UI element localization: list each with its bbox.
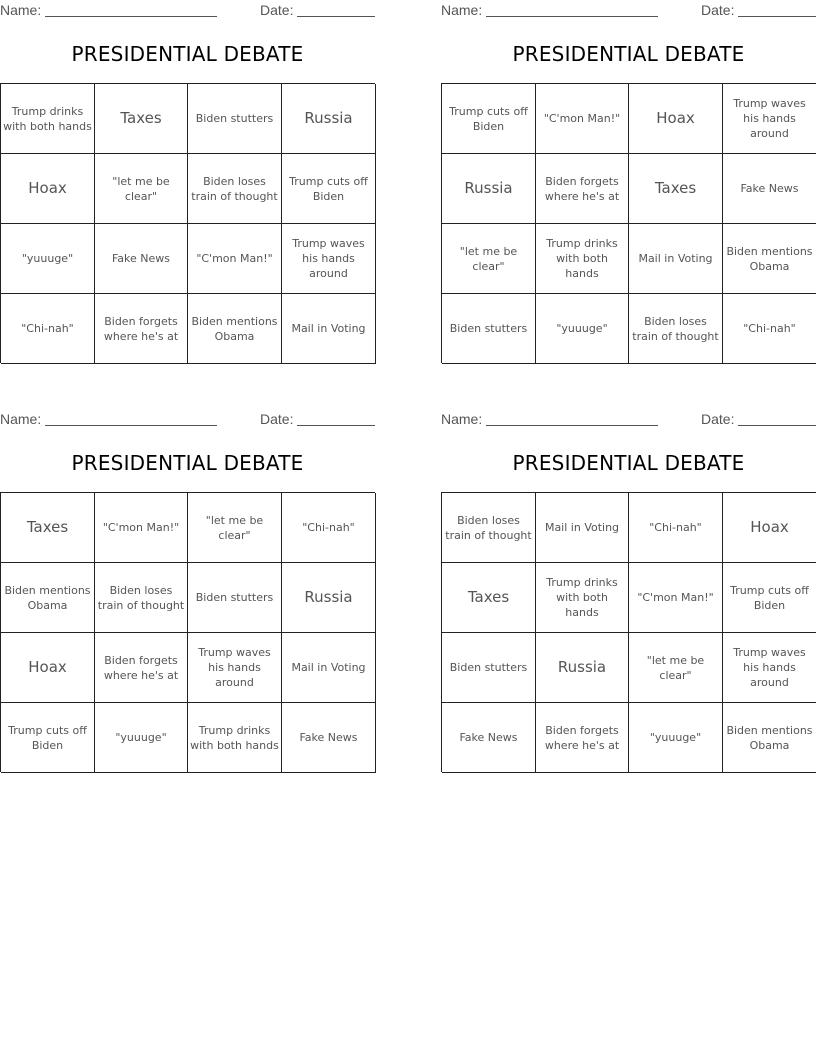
date-label: Date: [260, 2, 294, 18]
bingo-cell: Trump drinks with both hands [188, 703, 282, 773]
bingo-cell: "yuuuge" [95, 703, 188, 773]
bingo-grid [0, 83, 375, 363]
name-date-row [0, 0, 375, 22]
bingo-cell: "let me be clear" [442, 224, 536, 294]
bingo-cell: Fake News [95, 224, 188, 294]
date-label: Date: [701, 2, 735, 18]
bingo-cell: Russia [282, 563, 376, 633]
bingo-cell: Taxes [442, 563, 536, 633]
bingo-cell: Fake News [723, 154, 816, 224]
name-date-row [441, 0, 816, 22]
bingo-cell: "let me be clear" [629, 633, 723, 703]
bingo-cell: Mail in Voting [282, 633, 376, 703]
bingo-cell: Russia [282, 84, 376, 154]
date-blank-line [738, 16, 816, 17]
bingo-cell: "Chi-nah" [282, 493, 376, 563]
bingo-cell: Biden mentions Obama [188, 294, 282, 364]
bingo-cell: "C'mon Man!" [629, 563, 723, 633]
bingo-cell: Taxes [95, 84, 188, 154]
bingo-cell: Biden stutters [188, 84, 282, 154]
bingo-cell: Biden loses train of thought [95, 563, 188, 633]
bingo-cell: Biden loses train of thought [442, 493, 536, 563]
bingo-card [0, 409, 375, 774]
bingo-card [0, 0, 375, 365]
bingo-cell: Taxes [1, 493, 95, 563]
card-title: PRESIDENTIAL DEBATE [71, 451, 304, 475]
bingo-cell: Mail in Voting [536, 493, 629, 563]
bingo-cell: Biden forgets where he's at [95, 633, 188, 703]
bingo-cell: "C'mon Man!" [536, 84, 629, 154]
name-label: Name: [0, 2, 42, 18]
bingo-cell: Hoax [629, 84, 723, 154]
bingo-cell: Biden loses train of thought [188, 154, 282, 224]
bingo-cell: Trump drinks with both hands [1, 84, 95, 154]
bingo-cell: Biden mentions Obama [1, 563, 95, 633]
card-title: PRESIDENTIAL DEBATE [512, 451, 745, 475]
bingo-cell: Biden mentions Obama [723, 703, 816, 773]
bingo-cell: Mail in Voting [629, 224, 723, 294]
bingo-cell: Trump cuts off Biden [1, 703, 95, 773]
bingo-cell: "Chi-nah" [1, 294, 95, 364]
date-label: Date: [701, 411, 735, 427]
bingo-cell: Hoax [723, 493, 816, 563]
bingo-grid [0, 492, 375, 772]
bingo-cell: "Chi-nah" [723, 294, 816, 364]
bingo-cell: Trump cuts off Biden [723, 563, 816, 633]
name-label: Name: [441, 2, 483, 18]
bingo-cell: Biden stutters [442, 294, 536, 364]
name-label: Name: [441, 411, 483, 427]
bingo-cell: "yuuuge" [536, 294, 629, 364]
bingo-cell: "C'mon Man!" [95, 493, 188, 563]
date-label: Date: [260, 411, 294, 427]
card-title: PRESIDENTIAL DEBATE [71, 42, 304, 66]
name-label: Name: [0, 411, 42, 427]
bingo-cell: Trump cuts off Biden [442, 84, 536, 154]
bingo-cell: Fake News [442, 703, 536, 773]
bingo-grid [441, 492, 816, 772]
bingo-cell: Trump drinks with both hands [536, 224, 629, 294]
bingo-cell: "yuuuge" [629, 703, 723, 773]
bingo-cell: "yuuuge" [1, 224, 95, 294]
date-blank-line [738, 425, 816, 426]
bingo-cell: Trump waves his hands around [723, 633, 816, 703]
bingo-cell: "let me be clear" [95, 154, 188, 224]
bingo-cell: Taxes [629, 154, 723, 224]
name-date-row [0, 409, 375, 431]
bingo-cell: "Chi-nah" [629, 493, 723, 563]
bingo-cell: Trump drinks with both hands [536, 563, 629, 633]
name-blank-line [486, 425, 658, 426]
bingo-cell: Biden stutters [442, 633, 536, 703]
bingo-cell: Trump cuts off Biden [282, 154, 376, 224]
bingo-grid [441, 83, 816, 363]
bingo-cell: Biden forgets where he's at [95, 294, 188, 364]
bingo-card [441, 0, 816, 365]
bingo-cell: Trump waves his hands around [282, 224, 376, 294]
bingo-cell: Russia [536, 633, 629, 703]
bingo-cell: Trump waves his hands around [188, 633, 282, 703]
bingo-cell: Biden forgets where he's at [536, 154, 629, 224]
bingo-cell: Biden stutters [188, 563, 282, 633]
name-blank-line [45, 425, 217, 426]
name-date-row [441, 409, 816, 431]
bingo-cell: "let me be clear" [188, 493, 282, 563]
date-blank-line [297, 16, 375, 17]
bingo-cell: Biden loses train of thought [629, 294, 723, 364]
bingo-cell: Biden mentions Obama [723, 224, 816, 294]
bingo-cell: Fake News [282, 703, 376, 773]
bingo-cell: Biden forgets where he's at [536, 703, 629, 773]
date-blank-line [297, 425, 375, 426]
bingo-cell: Hoax [1, 633, 95, 703]
name-blank-line [486, 16, 658, 17]
card-title: PRESIDENTIAL DEBATE [512, 42, 745, 66]
name-blank-line [45, 16, 217, 17]
bingo-cell: Trump waves his hands around [723, 84, 816, 154]
bingo-cell: "C'mon Man!" [188, 224, 282, 294]
bingo-cell: Mail in Voting [282, 294, 376, 364]
bingo-cell: Hoax [1, 154, 95, 224]
bingo-cell: Russia [442, 154, 536, 224]
bingo-card [441, 409, 816, 774]
